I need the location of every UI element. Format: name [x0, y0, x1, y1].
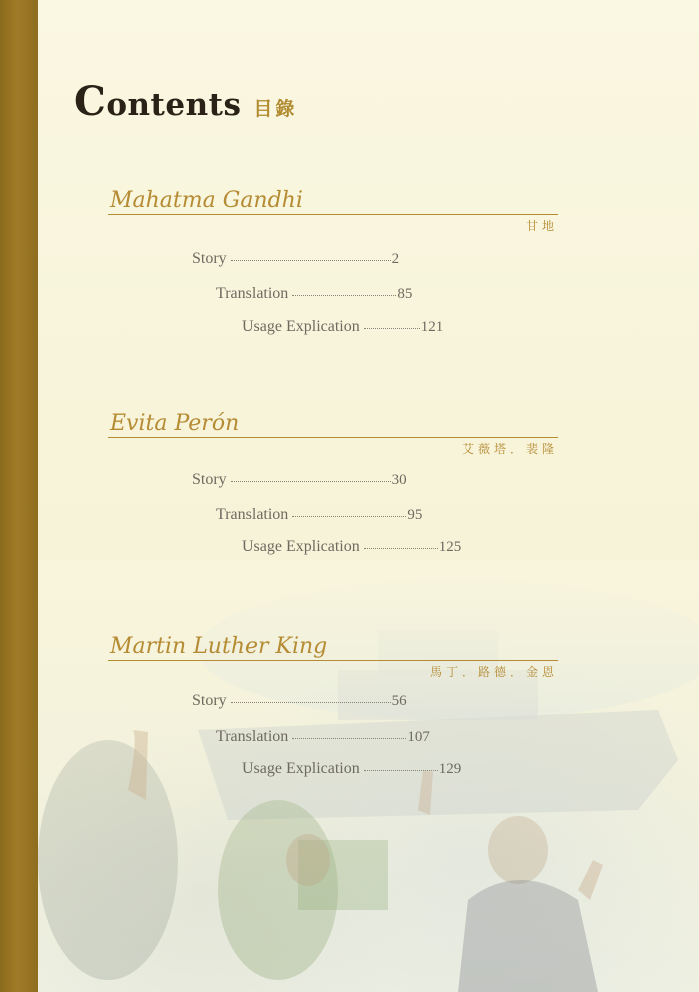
- entry-label: Story: [192, 250, 227, 267]
- leader-dots: [231, 260, 391, 261]
- section-rule: [108, 660, 558, 661]
- page-title: [74, 78, 241, 125]
- section-rule: [108, 437, 558, 438]
- toc-entry-translation[interactable]: [216, 728, 430, 746]
- entry-label: Story: [192, 692, 227, 709]
- section-evita-peron: [108, 411, 558, 456]
- entry-label: Usage Explication: [242, 538, 360, 555]
- toc-entry-usage-explication[interactable]: [242, 538, 461, 556]
- section-name-chinese: 馬丁．路德．金恩: [429, 665, 558, 679]
- section-name: Evita Perón: [110, 411, 240, 436]
- page-title-chinese: 目錄: [253, 98, 298, 120]
- toc-entry-usage-explication[interactable]: [242, 318, 443, 336]
- toc-entry-story[interactable]: [192, 250, 399, 268]
- contents-heading: [74, 78, 297, 125]
- leader-dots: [364, 548, 438, 549]
- title-rest: ontents: [106, 87, 242, 123]
- leader-dots: [292, 738, 406, 739]
- page-number: 107: [407, 729, 430, 745]
- section-name: Martin Luther King: [110, 634, 328, 659]
- toc-entry-story[interactable]: [192, 471, 407, 489]
- title-initial: C: [74, 78, 107, 125]
- section-name-chinese: 艾薇塔．裴隆: [461, 442, 558, 456]
- section-name: Mahatma Gandhi: [110, 188, 303, 213]
- entry-label: Usage Explication: [242, 760, 360, 777]
- toc-entry-translation[interactable]: [216, 506, 422, 524]
- entry-label: Translation: [216, 728, 289, 745]
- section-gandhi: [108, 188, 558, 233]
- leader-dots: [292, 295, 396, 296]
- entry-label: Translation: [216, 285, 289, 302]
- page-number: 56: [391, 693, 407, 709]
- page-number: 85: [397, 286, 413, 302]
- toc-entry-translation[interactable]: [216, 285, 412, 303]
- entry-label: Story: [192, 471, 227, 488]
- toc-entry-story[interactable]: [192, 692, 407, 710]
- section-name-chinese: 甘地: [525, 219, 558, 233]
- leader-dots: [292, 516, 406, 517]
- leader-dots: [364, 770, 438, 771]
- page-number: 121: [420, 319, 444, 335]
- leader-dots: [231, 481, 391, 482]
- entry-label: Translation: [216, 506, 289, 523]
- leader-dots: [231, 702, 391, 703]
- entry-label: Usage Explication: [242, 318, 360, 335]
- book-spine-band: [0, 0, 38, 992]
- page-number: 30: [391, 472, 407, 488]
- section-martin-luther-king: [108, 634, 558, 679]
- toc-entry-usage-explication[interactable]: [242, 760, 461, 778]
- page-number: 95: [407, 507, 423, 523]
- section-rule: [108, 214, 558, 215]
- leader-dots: [364, 328, 420, 329]
- page-number: 125: [438, 539, 462, 555]
- page-number: 129: [438, 761, 462, 777]
- page-number: 2: [391, 251, 400, 267]
